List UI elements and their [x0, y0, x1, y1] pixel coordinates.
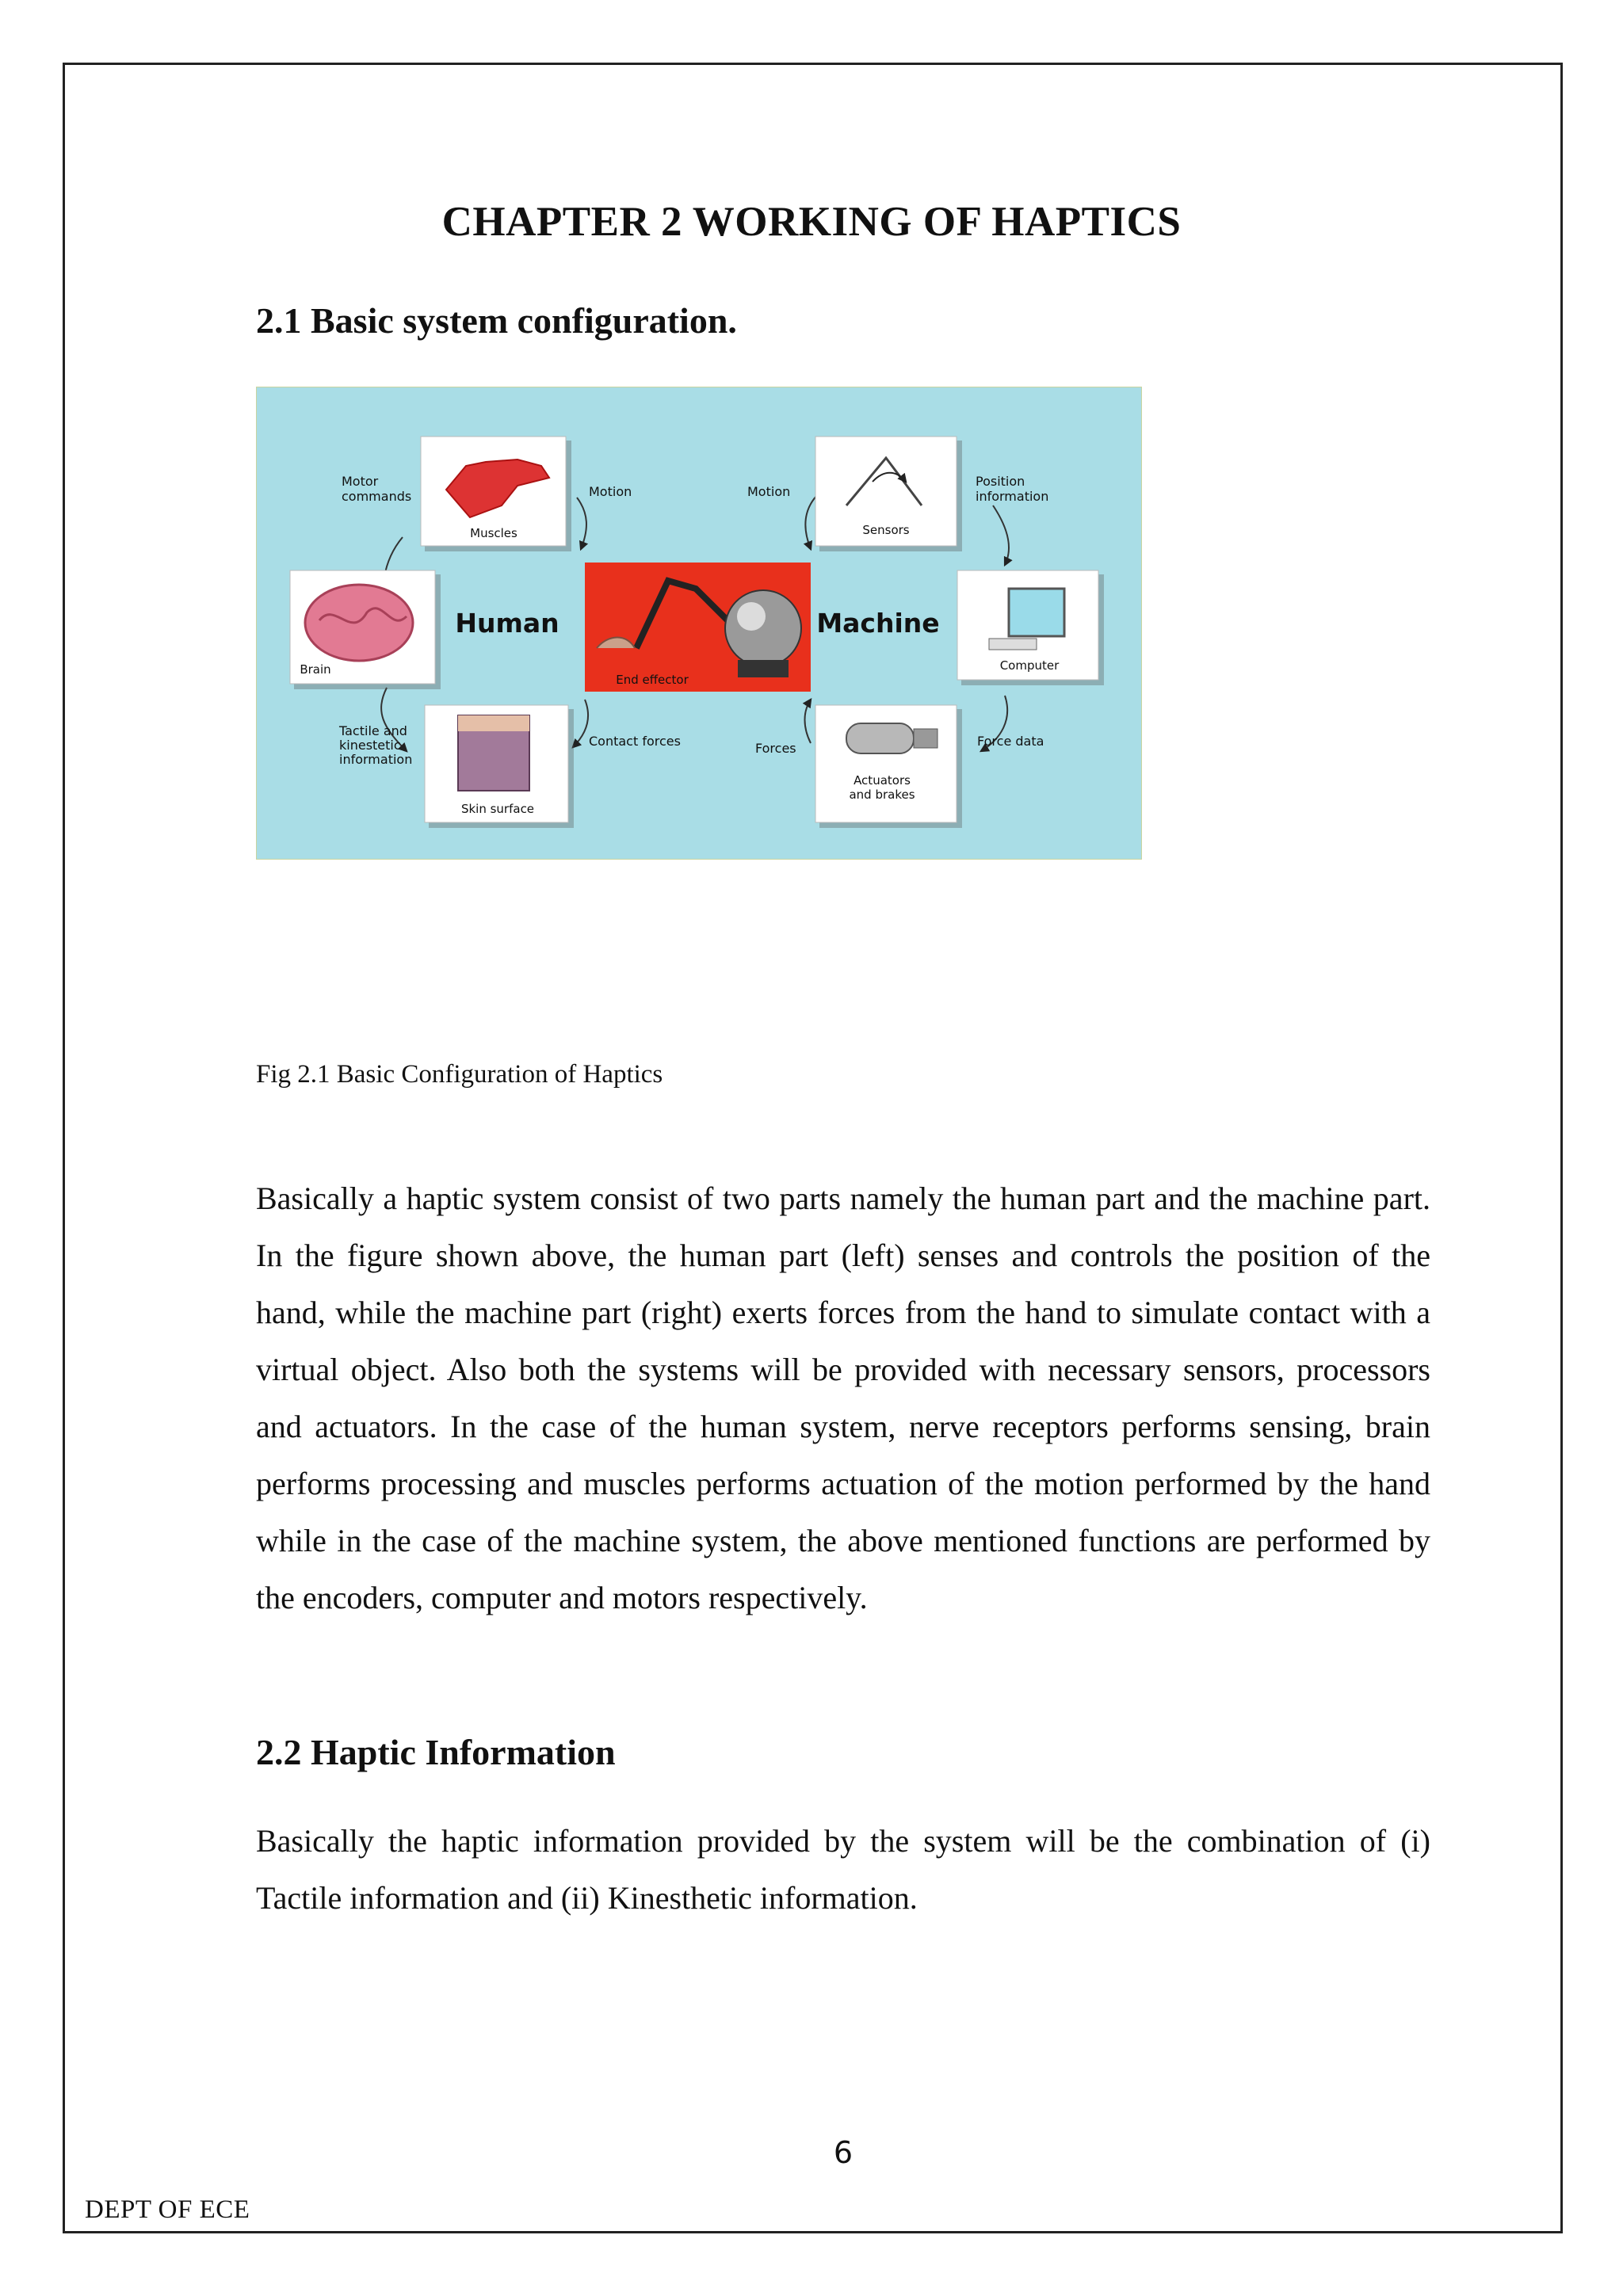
- svg-text:Forces: Forces: [755, 741, 796, 756]
- sensors-panel: [815, 437, 962, 551]
- svg-text:kinestetic: kinestetic: [339, 738, 401, 753]
- brain-icon: [305, 585, 413, 661]
- svg-text:commands: commands: [342, 489, 412, 504]
- actuators-panel: [815, 705, 962, 828]
- svg-text:Tactile and: Tactile and: [339, 723, 407, 738]
- figure-caption: Fig 2.1 Basic Configuration of Haptics: [256, 1060, 663, 1089]
- page-number: 6: [833, 2135, 854, 2170]
- svg-text:Muscles: Muscles: [470, 526, 517, 540]
- paragraph-haptic-information: Basically the haptic information provided by the system will be the combination of (i) Tactile information and (ii) Kinesthetic information.: [256, 1823, 1430, 1916]
- computer-panel: [957, 570, 1104, 685]
- brain-panel: [290, 570, 441, 689]
- svg-text:information: information: [339, 752, 413, 767]
- machine-label: Machine: [816, 608, 940, 639]
- svg-text:Brain: Brain: [300, 662, 331, 677]
- svg-text:Contact forces: Contact forces: [589, 734, 681, 749]
- paragraph-basic-system: Basically a haptic system consist of two parts namely the human part and the machine part. In the figure shown above, the human part (left) senses and controls the position of the hand, while the machine part (right) exerts forces from the hand to simulate contact with a virtual object. Also both the systems will be provided with necessary sensors, processors and actuators. In the case of the human system, nerve receptors performs sensing, brain performs processing and muscles performs actuation of the motion performed by the hand while in the case of the machine system, the above mentioned functions are performed by the encoders, computer and motors respectively.: [256, 1180, 1430, 1615]
- haptics-configuration-figure: [256, 387, 1142, 860]
- human-label: Human: [455, 608, 559, 639]
- svg-text:Motion: Motion: [589, 484, 632, 499]
- section-heading-2-2: 2.2 Haptic Information: [256, 1732, 616, 1772]
- skin-panel: [425, 705, 574, 828]
- svg-text:information: information: [976, 489, 1049, 504]
- sphere-icon: [725, 590, 801, 666]
- section-heading-2-1: 2.1 Basic system configuration.: [256, 300, 737, 341]
- end-effector-label: End effector: [616, 673, 689, 687]
- svg-text:Motion: Motion: [747, 484, 791, 499]
- svg-text:Sensors: Sensors: [862, 523, 910, 537]
- computer-icon: [1009, 589, 1064, 636]
- svg-text:Actuators: Actuators: [854, 773, 911, 788]
- svg-text:Motor: Motor: [342, 474, 379, 489]
- svg-text:Position: Position: [976, 474, 1025, 489]
- chapter-title: CHAPTER 2 WORKING OF HAPTICS: [441, 199, 1182, 245]
- svg-text:and brakes: and brakes: [849, 788, 915, 802]
- footer-department: DEPT OF ECE: [85, 2195, 250, 2224]
- svg-text:Computer: Computer: [999, 658, 1060, 673]
- svg-text:Force data: Force data: [977, 734, 1044, 749]
- muscles-panel: [421, 437, 571, 551]
- svg-text:Skin surface: Skin surface: [460, 802, 535, 816]
- actuator-icon: [846, 723, 914, 753]
